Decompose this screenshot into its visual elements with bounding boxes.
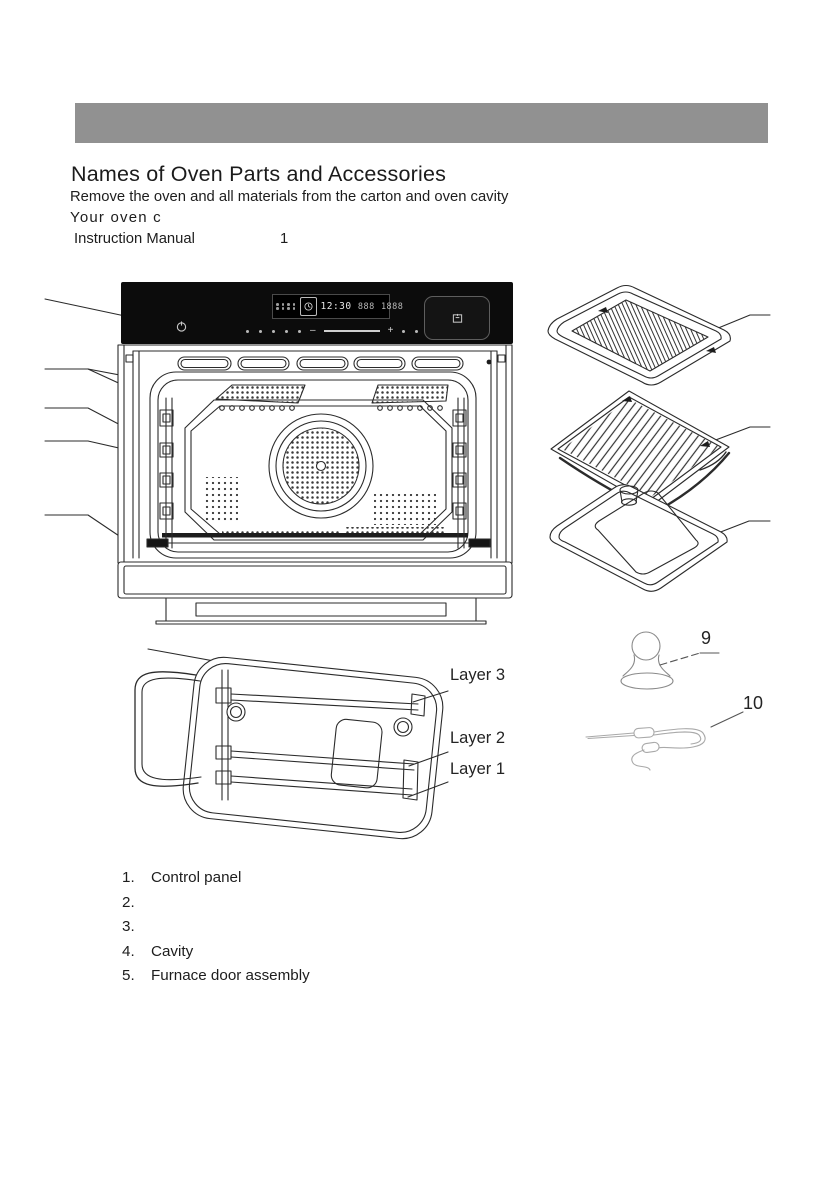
fan-cover (269, 414, 373, 518)
display-segment-a: 888 (357, 302, 375, 312)
fan-icon (285, 330, 288, 333)
slider-bar (324, 330, 380, 332)
timer-icon (300, 297, 317, 316)
baking-tray-drawing (550, 485, 727, 592)
grill-pan-drawing (548, 286, 730, 386)
list-item (122, 919, 542, 934)
status-indicator-icons (276, 303, 297, 310)
intro-line-3: Instruction Manual (74, 231, 195, 247)
intro-line-2: Your oven c (70, 209, 162, 226)
list-item-label: Control panel (151, 869, 242, 886)
diagrams-artwork (0, 255, 838, 875)
list-item (122, 944, 542, 959)
label-accessory-10: 10 (743, 693, 764, 713)
grill-icon (272, 330, 275, 333)
list-item-label: Cavity (151, 942, 194, 960)
power-icon (176, 321, 187, 332)
label-layer-3: Layer 3 (450, 666, 506, 684)
door-open-icon (452, 313, 463, 324)
control-panel-drawing (121, 282, 513, 344)
oven-door-drawing (118, 562, 512, 624)
header-bar (75, 103, 768, 143)
list-item-number: 1. (122, 869, 135, 886)
label-layer-2: Layer 2 (450, 729, 506, 747)
list-item-number: 5. (122, 967, 135, 984)
door-open-button-drawing (424, 296, 490, 340)
minus-icon: – (310, 325, 316, 336)
display-time: 12:30 (320, 301, 352, 312)
list-item-label: Furnace door assembly (151, 967, 310, 984)
label-layer-1: Layer 1 (450, 760, 506, 778)
callout-leader-lines-right (711, 315, 770, 533)
list-item-number: 3. (122, 918, 135, 935)
display-digits (321, 301, 404, 312)
lamp-icon (298, 330, 301, 333)
instruction-manual-quantity: 1 (280, 231, 289, 247)
start-pause-icon (415, 330, 418, 333)
list-item (122, 870, 542, 885)
door-layers-drawing (135, 649, 448, 842)
function-icon (259, 330, 262, 333)
list-item-number: 2. (122, 893, 135, 911)
display-window (272, 294, 404, 319)
steam-icon (246, 330, 249, 333)
page-title: Names of Oven Parts and Accessories (71, 162, 447, 186)
display-segment-b: 1888 (380, 302, 404, 312)
list-item-number: 4. (122, 942, 135, 960)
label-accessory-9: 9 (701, 628, 712, 648)
food-probe-drawing (586, 712, 743, 770)
probe-icon (402, 330, 405, 333)
oven-cavity (150, 372, 476, 558)
list-item (122, 968, 542, 983)
parts-list (122, 870, 542, 993)
list-item (122, 895, 542, 910)
intro-line-1: Remove the oven and all materials from the carton and oven cavity (70, 189, 509, 205)
oven-front-drawing (118, 345, 512, 624)
plus-icon: + (387, 325, 394, 336)
